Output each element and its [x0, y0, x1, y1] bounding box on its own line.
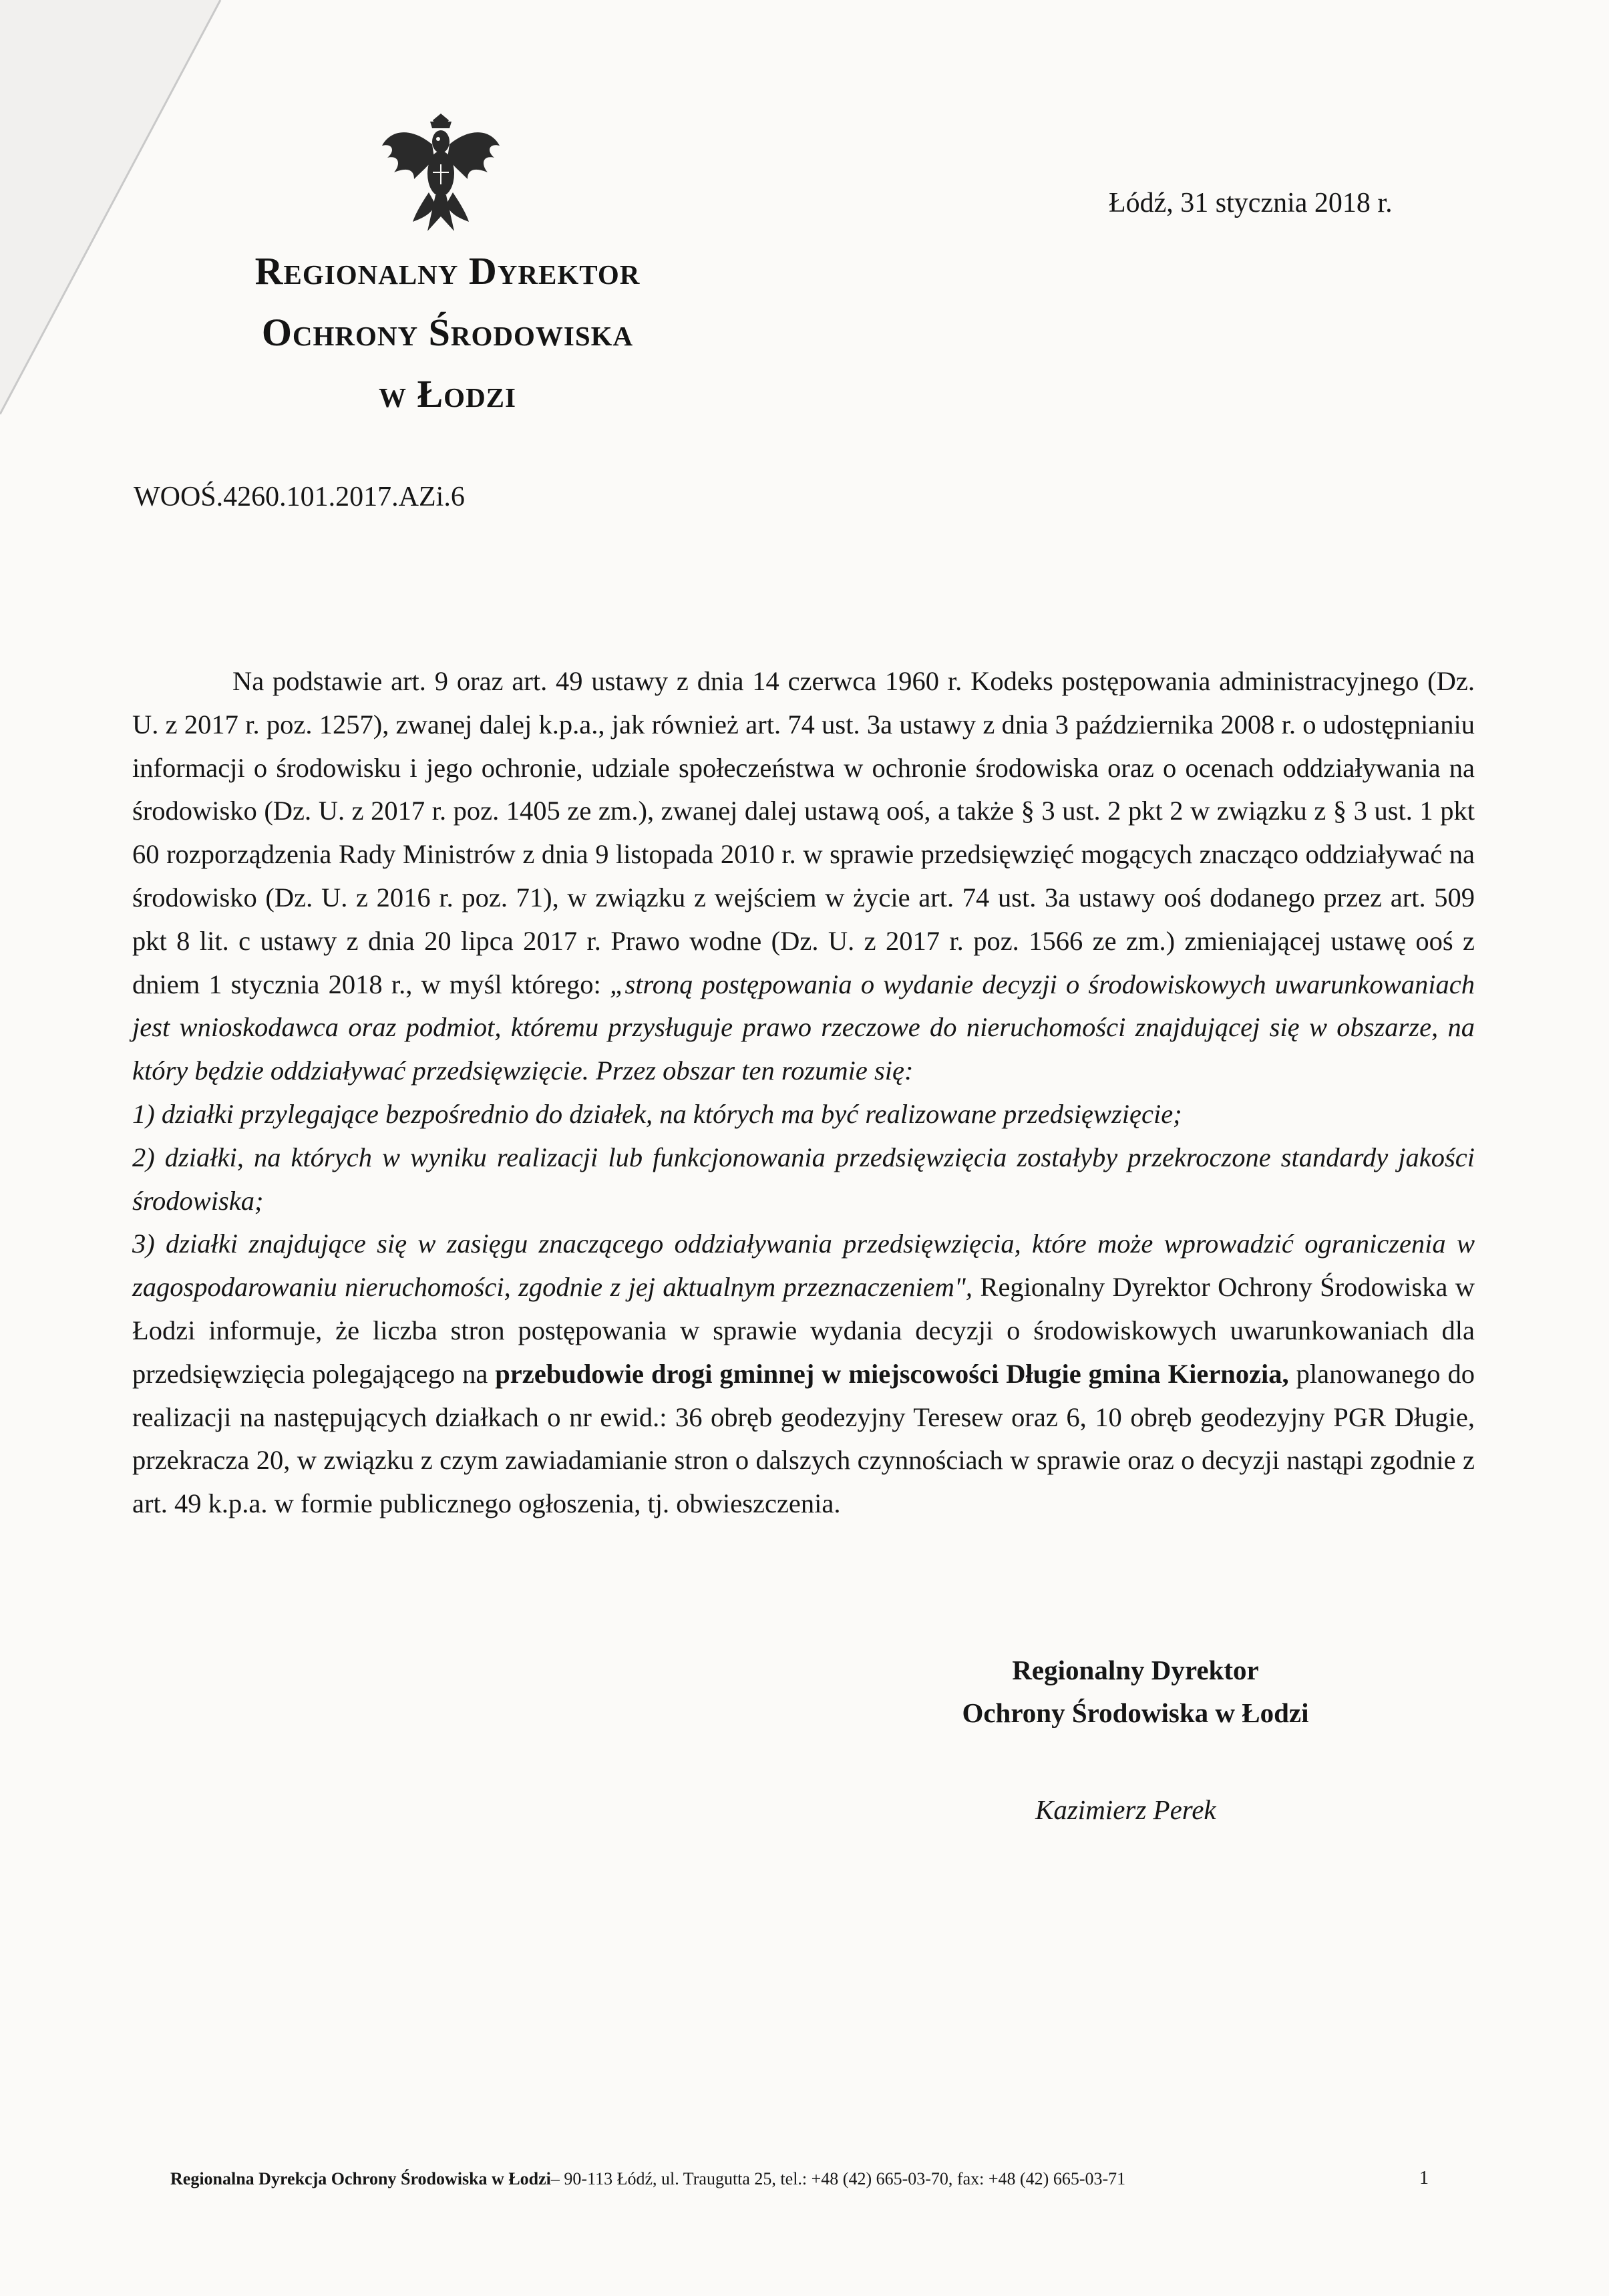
- document-date: Łódź, 31 stycznia 2018 r.: [1109, 188, 1393, 218]
- issuer-line-3: w Łodzi: [379, 372, 516, 416]
- reference-number: WOOŚ.4260.101.2017.AZi.6: [134, 482, 465, 512]
- quote-main: „stroną postępowania o wydanie decyzji o środowiskowych uwarunkowaniach jest wnioskodawca oraz podmiot, któremu przysługuje prawo rzeczowe do nieruchomości znajdującej się w obszarze, na który będzie oddziaływać przedsięwzięcie. Przez obszar ten rozumie się:: [132, 969, 1475, 1086]
- issuer-line-2: Ochrony Środowiska: [261, 311, 634, 354]
- signature-title-2: Ochrony Środowiska w Łodzi: [962, 1697, 1309, 1728]
- issuer-heading: [147, 240, 748, 425]
- signer-name: Kazimierz Perek: [1035, 1794, 1216, 1825]
- quote-item-2: 2) działki, na których w wyniku realizacji lub funkcjonowania przedsięwzięcia zostałyby przekroczone standardy jakości środowiska;: [132, 1142, 1475, 1216]
- legal-basis-paragraph: [132, 660, 1475, 1093]
- quote-item-3-paragraph: [132, 1222, 1475, 1526]
- closing-text: planowanego do realizacji na następujących działkach o nr ewid.: 36 obręb geodezyjny Teresew oraz 6, 10 obręb geodezyjny PGR Długie, przekracza 20, w związku z czym zawiadamianie stron o dalszych czynnościach w sprawie oraz o decyzji nastąpi zgodnie z art. 49 k.p.a. w formie publicznego ogłoszenia, tj. obwieszczenia.: [132, 1358, 1475, 1519]
- signature-block: [868, 1649, 1403, 1734]
- notice-body: [132, 660, 1475, 1526]
- signature-title-1: Regionalny Dyrektor: [1012, 1655, 1259, 1685]
- project-name: przebudowie drogi gminnej w miejscowości Długie gmina Kiernozia,: [495, 1358, 1289, 1389]
- quote-item-3: 3) działki znajdujące się w zasięgu znaczącego oddziaływania przedsięwzięcia, które może wprowadzić ograniczenia w zagospodarowaniu nieruchomości, zgodnie z jej aktualnym przeznaczeniem",: [132, 1228, 1475, 1303]
- page-number: 1: [1419, 2168, 1429, 2188]
- footer: [170, 2169, 1125, 2189]
- footer-org-name: Regionalna Dyrekcja Ochrony Środowiska w Łodzi: [170, 2169, 551, 2188]
- footer-address: – 90-113 Łódź, ul. Traugutta 25, tel.: +48 (42) 665-03-70, fax: +48 (42) 665-03-71: [550, 2169, 1126, 2188]
- issuer-line-1: Regionalny Dyrektor: [254, 249, 641, 293]
- quote-item-1: 1) działki przylegające bezpośrednio do działek, na których ma być realizowane przedsięwzięcie;: [132, 1098, 1182, 1129]
- polish-eagle-emblem: [374, 100, 508, 240]
- continuation-text: Regionalny Dyrektor Ochrony Środowiska w Łodzi informuje, że liczba stron postępowania w sprawie wydania decyzji o środowiskowych uwarunkowaniach dla przedsięwzięcia polegającego na: [132, 1272, 1475, 1389]
- intro-text: Na podstawie art. 9 oraz art. 49 ustawy z dnia 14 czerwca 1960 r. Kodeks postępowania administracyjnego (Dz. U. z 2017 r. poz. 1257), zwanej dalej k.p.a., jak również art. 74 ust. 3a ustawy z dnia 3 października 2008 r. o udostępnianiu informacji o środowisku i jego ochronie, udziale społeczeństwa w ochronie środowiska oraz o ocenach oddziaływania na środowisko (Dz. U. z 2017 r. poz. 1405 ze zm.), zwanej dalej ustawą ooś, a także § 3 ust. 2 pkt 2 w związku z § 3 ust. 1 pkt 60 rozporządzenia Rady Ministrów z dnia 9 listopada 2010 r. w sprawie przedsięwzięć mogących znacząco oddziaływać na środowisko (Dz. U. z 2016 r. poz. 71), w związku z wejściem w życie art. 74 ust. 3a ustawy ooś dodanego przez art. 509 pkt 8 lit. c ustawy z dnia 20 lipca 2017 r. Prawo wodne (Dz. U. z 2017 r. poz. 1566 ze zm.) zmieniającej ustawę ooś z dniem 1 stycznia 2018 r., w myśl którego:: [132, 666, 1475, 999]
